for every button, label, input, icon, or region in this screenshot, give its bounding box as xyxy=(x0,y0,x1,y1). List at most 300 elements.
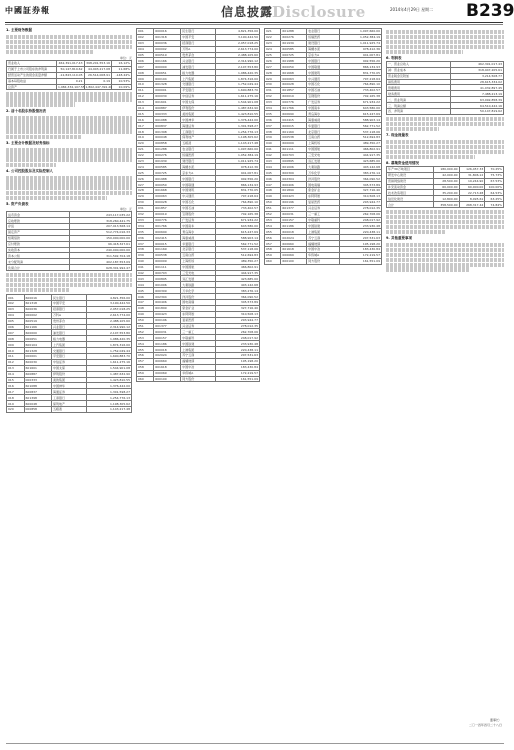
table-cell: 洋河股份 xyxy=(181,294,215,300)
table-cell: 中兴通讯 xyxy=(181,193,215,199)
table-cell: 027 xyxy=(265,64,281,70)
table-cell: 1,301,598.27 xyxy=(87,389,132,395)
table-cell: 600585 xyxy=(281,46,307,52)
table-cell: 866,134.93 xyxy=(215,182,259,188)
table-cell: 1,611,275.16 xyxy=(215,93,259,99)
table-cell: 017 xyxy=(7,389,25,395)
table-cell: 978,412.36 xyxy=(215,164,259,170)
table-cell: 045 xyxy=(265,170,281,176)
table-cell: 63,092,858.39 xyxy=(451,97,504,103)
table-cell: 462,391,017.43 xyxy=(451,61,504,67)
table-cell: 4,821,356.00 xyxy=(215,29,259,35)
table-cell: 1,874,316.00 xyxy=(215,76,259,82)
table-cell: 中信证券 xyxy=(52,359,87,365)
table-cell: 600015 xyxy=(281,123,307,129)
table-cell: 000725 xyxy=(281,52,307,58)
table-cell: 中国平安 xyxy=(181,34,215,40)
table-cell: 462,391,017.43 xyxy=(57,60,85,66)
table-cell: 26,514,008.91 xyxy=(84,72,112,78)
table-cell: 000776 xyxy=(154,217,181,223)
table-cell: 74.84% xyxy=(485,202,504,208)
table-cell: 云南白药 xyxy=(307,135,340,141)
table-cell: 42,000.00 xyxy=(433,172,459,178)
table-cell: 008 xyxy=(137,70,154,76)
table-cell: 合计 xyxy=(387,202,434,208)
table-cell: 601088 xyxy=(24,383,52,389)
table-cell: 000651 xyxy=(154,70,181,76)
table-cell: 600690 xyxy=(281,111,307,117)
table-cell: 600104 xyxy=(24,342,52,348)
table-cell: 财务费用 xyxy=(387,91,451,97)
table-cell: 贵州茅台 xyxy=(181,52,215,58)
table-cell: 营销网络建设 xyxy=(387,178,434,184)
header-rule-thin xyxy=(5,24,503,25)
table-cell: 512,694.83 xyxy=(339,135,381,141)
table-cell: 海螺水泥 xyxy=(181,164,215,170)
table-cell: 293,944.77 xyxy=(339,199,381,205)
table-cell: 三安光电 xyxy=(181,270,215,276)
table-cell: 040 xyxy=(137,258,154,264)
table-cell: 398,201,553.16 xyxy=(84,60,112,66)
table-cell: 601766 xyxy=(154,223,181,229)
table-cell: 44,903,217.08 xyxy=(84,66,112,72)
section-heading: 6. 利润表 xyxy=(386,55,402,60)
table-cell: 600703 xyxy=(154,270,181,276)
table-cell: 7,488,213.19 xyxy=(451,91,504,97)
table-cell: 三一重工 xyxy=(181,329,215,335)
signature-block xyxy=(469,718,502,727)
table-cell: 278,012.35 xyxy=(215,323,259,329)
table-cell: 058 xyxy=(137,364,154,370)
table-cell: 2,957,018.25 xyxy=(215,40,259,46)
table-cell: 702,165.38 xyxy=(339,93,381,99)
table-cell: 051 xyxy=(265,205,281,211)
column-3 xyxy=(264,28,382,742)
table-cell: 000538 xyxy=(154,252,181,258)
table-cell: 中国铁建 xyxy=(307,223,340,229)
table-cell: 600837 xyxy=(24,389,52,395)
table-cell: 220,438.11 xyxy=(215,347,259,353)
table-cell: 601288 xyxy=(281,29,307,35)
table-cell: 1,874,316.00 xyxy=(87,342,132,348)
table-cell: 四、净利润 xyxy=(387,108,451,114)
section-title-en: Disclosure xyxy=(272,3,366,21)
table-cell: 60,000.00 xyxy=(433,184,459,190)
table-cell: 1,423,810.55 xyxy=(87,377,132,383)
table-cell: 华侨城A xyxy=(307,252,340,258)
table-cell: 014 xyxy=(137,105,154,111)
table-cell: 042 xyxy=(265,152,281,158)
table-cell: 601398 xyxy=(154,129,181,135)
table-cell: 010 xyxy=(7,348,25,354)
table-cell: 工商银行 xyxy=(52,395,87,401)
table-cell: 建设银行 xyxy=(307,40,340,46)
table-cell: 047 xyxy=(137,299,154,305)
table-cell: 006 xyxy=(137,58,154,64)
income-statement-table xyxy=(386,61,504,115)
table-cell: 五粮液 xyxy=(52,406,87,412)
section-heading: 1. 主要财务数据 xyxy=(6,28,32,32)
table-cell: 601111 xyxy=(154,264,181,270)
table-cell: 28,615,334.02 xyxy=(451,79,504,85)
table-cell: 复星医药 xyxy=(307,199,340,205)
table-cell: 601328 xyxy=(24,348,52,354)
table-cell: 207,913,568.14 xyxy=(69,223,132,229)
table-cell: 10.53% xyxy=(112,78,132,84)
table-cell: 交通银行 xyxy=(181,82,215,88)
table-cell: 600100 xyxy=(154,376,181,382)
table-cell: 中国石油 xyxy=(307,87,340,93)
footer-rule xyxy=(6,743,504,744)
table-cell: 562,771.52 xyxy=(339,123,381,129)
table-cell: 327,716.40 xyxy=(215,305,259,311)
table-cell: 002415 xyxy=(154,235,181,241)
table-cell: 1,052,384.19 xyxy=(339,34,381,40)
table-cell: 005 xyxy=(137,52,154,58)
table-cell: 600009 xyxy=(154,258,181,264)
table-cell: 600019 xyxy=(154,211,181,217)
header-rule xyxy=(5,22,503,23)
table-cell: 恒瑞医药 xyxy=(181,152,215,158)
table-cell: 600309 xyxy=(281,170,307,176)
table-cell: 50,147,819.62 xyxy=(57,66,85,72)
section-heading: 7. 现金流量表 xyxy=(386,132,409,137)
table-cell: 050 xyxy=(265,199,281,205)
table-cell: 126,457.33 xyxy=(459,166,485,172)
table-cell: 600050 xyxy=(154,182,181,188)
table-cell: 042 xyxy=(137,270,154,276)
table-cell: 600104 xyxy=(154,76,181,82)
table-cell: 764,890.10 xyxy=(339,82,381,88)
table-cell: 上汽集团 xyxy=(181,76,215,82)
table-cell: 013 xyxy=(7,365,25,371)
table-cell: 三、利润总额 xyxy=(387,103,451,109)
table-cell: 600887 xyxy=(154,105,181,111)
table-cell: 2,488,105.60 xyxy=(215,52,259,58)
table-cell: 000069 xyxy=(154,370,181,376)
table-cell: 150,000,000.00 xyxy=(69,235,132,241)
table-cell: 600519 xyxy=(154,52,181,58)
table-cell: 总资产 xyxy=(7,84,57,90)
table-cell: 管理费用 xyxy=(387,85,451,91)
table-cell: 双汇发展 xyxy=(181,276,215,282)
table-cell: 紫金矿业 xyxy=(181,305,215,311)
table-cell: 034 xyxy=(265,105,281,111)
table-cell: 福耀玻璃 xyxy=(181,358,215,364)
table-cell: 东阿阿胶 xyxy=(181,311,215,317)
table-cell: 195,198.20 xyxy=(215,358,259,364)
table-cell: 1,752,049.44 xyxy=(215,82,259,88)
table-cell: 应付账款 xyxy=(7,241,70,247)
table-cell: 中国平安 xyxy=(52,300,87,306)
table-cell: 444,917.35 xyxy=(339,152,381,158)
table-cell: 600018 xyxy=(281,229,307,235)
table-row xyxy=(7,265,132,271)
table-cell: 172,219.57 xyxy=(215,370,259,376)
table-cell: 489,350.27 xyxy=(215,258,259,264)
table-cell: 1,011,925.74 xyxy=(339,40,381,46)
table-cell: 671,934.22 xyxy=(215,217,259,223)
table-cell: 兴业证券 xyxy=(307,205,340,211)
table-cell: 032 xyxy=(137,211,154,217)
table-cell: 资本公积 xyxy=(7,253,70,259)
table-cell: 600887 xyxy=(24,371,52,377)
table-cell: 047 xyxy=(265,182,281,188)
table-cell: 招商银行 xyxy=(52,306,87,312)
table-cell: 262,708.06 xyxy=(215,329,259,335)
table-cell: 059 xyxy=(137,370,154,376)
holdings-table-2 xyxy=(136,28,260,382)
table-cell: 600690 xyxy=(154,229,181,235)
table-cell: 046 xyxy=(137,294,154,300)
table-cell: 016 xyxy=(7,383,25,389)
table-cell: 039 xyxy=(137,252,154,258)
table-cell: 保利地产 xyxy=(181,135,215,141)
table-cell: 短期借款 xyxy=(7,235,70,241)
table-cell: 029 xyxy=(265,76,281,82)
table-cell: 贵州茅台 xyxy=(52,318,87,324)
table-cell: 000333 xyxy=(154,111,181,117)
table-cell: 601377 xyxy=(154,323,181,329)
table-cell: 053 xyxy=(265,217,281,223)
holdings-table-3 xyxy=(264,28,382,265)
table-cell: 600030 xyxy=(154,93,181,99)
table-cell: 600028 xyxy=(281,82,307,88)
table-cell: 040 xyxy=(265,140,281,146)
table-cell: 002024 xyxy=(154,352,181,358)
table-cell: 600100 xyxy=(281,258,307,264)
table-cell: 中国神华 xyxy=(181,117,215,123)
table-cell: 000157 xyxy=(281,217,307,223)
table-cell: 2,314,990.12 xyxy=(215,58,259,64)
table-cell: 12,800.00 xyxy=(433,196,459,202)
table-cell: 600036 xyxy=(24,306,52,312)
table-cell: 018 xyxy=(137,129,154,135)
table-cell: 1,143,217.48 xyxy=(87,406,132,412)
table-cell: 600028 xyxy=(154,199,181,205)
page-header xyxy=(0,0,514,22)
table-cell: 美的集团 xyxy=(52,377,87,383)
table-cell: 057 xyxy=(137,358,154,364)
table-cell: 562,771.52 xyxy=(215,241,259,247)
table-cell: 026 xyxy=(265,58,281,64)
table-cell: 上海机场 xyxy=(181,258,215,264)
table-row xyxy=(387,202,504,208)
table-cell: 1,986,420.35 xyxy=(87,336,132,342)
table-cell: 1,254,776.13 xyxy=(215,129,259,135)
table-cell: 022 xyxy=(137,152,154,158)
table-cell: 1,198,305.62 xyxy=(215,135,259,141)
table-cell: 复星医药 xyxy=(181,317,215,323)
section-heading: 3. 主要会计数据及财务指标 xyxy=(6,141,50,146)
table-cell: 1,254,776.13 xyxy=(87,395,132,401)
table-cell: 233,930.48 xyxy=(339,223,381,229)
table-cell: 403,142.68 xyxy=(339,164,381,170)
table-cell: 000423 xyxy=(281,193,307,199)
table-cell: 1,986,420.35 xyxy=(215,70,259,76)
table-cell: 000776 xyxy=(281,99,307,105)
table-cell: 000002 xyxy=(154,46,181,52)
table-cell: -12,843,110.05 xyxy=(57,72,85,78)
column-2 xyxy=(136,28,260,742)
table-cell: 平安银行 xyxy=(181,87,215,93)
table-cell: 中国建筑 xyxy=(181,188,215,194)
table-cell: 实收资本 xyxy=(7,247,70,253)
table-cell: 31,806.12 xyxy=(459,172,485,178)
table-cell: 兴业证券 xyxy=(181,323,215,329)
section-heading: 4. 公司控股股东及实际控制人 xyxy=(6,169,53,174)
table-cell: 036 xyxy=(265,117,281,123)
table-cell: 福耀玻璃 xyxy=(307,241,340,247)
table-cell: 051 xyxy=(137,323,154,329)
table-cell: 华夏银行 xyxy=(181,241,215,247)
table-cell: 016 xyxy=(137,117,154,123)
table-cell: 038 xyxy=(265,129,281,135)
table-cell: 019 xyxy=(137,135,154,141)
table-cell: 009 xyxy=(137,76,154,82)
table-cell: 233,930.48 xyxy=(215,341,259,347)
table-cell: 293,944.77 xyxy=(215,317,259,323)
table-cell: 民生银行 xyxy=(52,295,87,301)
table-cell: 027 xyxy=(137,182,154,188)
table-cell: 032 xyxy=(265,93,281,99)
table-cell: 销售费用 xyxy=(387,79,451,85)
list-item xyxy=(7,406,132,412)
table-cell: 京东方A xyxy=(307,52,340,58)
table-cell: 025 xyxy=(265,52,281,58)
table-cell: 2,107,553.80 xyxy=(87,330,132,336)
table-cell: 444,917.35 xyxy=(215,270,259,276)
table-cell: 902,556.20 xyxy=(215,176,259,182)
table-cell: 中国联通 xyxy=(307,64,340,70)
table-cell: 060 xyxy=(137,376,154,382)
table-cell: 美的集团 xyxy=(181,111,215,117)
table-cell: 中国南车 xyxy=(181,223,215,229)
table-cell: 220,438.11 xyxy=(339,229,381,235)
table-cell: 600050 xyxy=(281,64,307,70)
table-cell: 国电南瑞 xyxy=(307,182,340,188)
table-cell: 信息化建设 xyxy=(387,196,434,202)
table-cell: 054 xyxy=(265,223,281,229)
table-cell: 东阿阿胶 xyxy=(307,193,340,199)
table-cell: 中联重科 xyxy=(307,217,340,223)
table-cell: 1,611,275.16 xyxy=(87,359,132,365)
table-cell: 600276 xyxy=(281,34,307,40)
table-cell: 600009 xyxy=(281,140,307,146)
table-cell: 318,260,441.75 xyxy=(69,218,132,224)
table-cell: 028 xyxy=(137,188,154,194)
table-cell: 3,214,508.77 xyxy=(451,73,504,79)
table-cell: 601939 xyxy=(154,158,181,164)
table-cell: 207,531.63 xyxy=(215,352,259,358)
table-cell: 中国中冶 xyxy=(307,246,340,252)
table-cell: 中国太保 xyxy=(181,99,215,105)
table-cell: 应收账款 xyxy=(7,218,70,224)
table-cell: 512,694.83 xyxy=(215,252,259,258)
table-cell: 600406 xyxy=(281,182,307,188)
table-cell: 941,007.81 xyxy=(215,170,259,176)
table-cell: 000858 xyxy=(24,406,52,412)
table-cell: 011 xyxy=(137,87,154,93)
table-cell: 240,000,000.00 xyxy=(69,247,132,253)
table-cell: 023 xyxy=(265,40,281,46)
table-cell: 002304 xyxy=(281,176,307,182)
table-cell: 中国铁建 xyxy=(181,341,215,347)
table-cell: 262,708.06 xyxy=(339,211,381,217)
table-cell: 紫金矿业 xyxy=(307,188,340,194)
table-cell: 技术改造项目 xyxy=(387,190,434,196)
unit-label: 单位：元 xyxy=(119,207,132,212)
table-cell: 600000 xyxy=(24,330,52,336)
table-cell: 268,317.44 xyxy=(459,202,485,208)
table-cell: 中联重科 xyxy=(181,335,215,341)
table-cell: 601988 xyxy=(154,176,181,182)
table-cell: 70.25% xyxy=(485,166,504,172)
table-cell: 031 xyxy=(265,87,281,93)
table-cell: 041 xyxy=(265,146,281,152)
table-cell: 固定资产 xyxy=(7,229,70,235)
table-cell: 000063 xyxy=(281,76,307,82)
table-cell: 310,508.13 xyxy=(339,193,381,199)
table-cell: 3,190,442.50 xyxy=(215,34,259,40)
table-cell: 年产30万吨项目 xyxy=(387,166,434,172)
table-cell: 研发中心建设 xyxy=(387,172,434,178)
table-cell: 797,218.64 xyxy=(215,193,259,199)
table-cell: 601186 xyxy=(281,223,307,229)
table-cell: 600036 xyxy=(154,40,181,46)
table-cell: 345,573.89 xyxy=(215,299,259,305)
table-cell: 交通银行 xyxy=(52,348,87,354)
table-cell: 600196 xyxy=(281,199,307,205)
table-cell: 600015 xyxy=(154,241,181,247)
table-cell: 001 xyxy=(7,295,25,301)
table-cell: 50,147,819.62 xyxy=(451,108,504,114)
table-cell: 466,802.91 xyxy=(339,146,381,152)
table-cell: 41,032,897.45 xyxy=(451,85,504,91)
table-cell: 64.53% xyxy=(485,190,504,196)
table-cell: 1,097,660.00 xyxy=(339,29,381,35)
table-cell: 000895 xyxy=(154,276,181,282)
table-cell: 601328 xyxy=(154,82,181,88)
table-cell: 华侨城A xyxy=(181,370,215,376)
table-cell: 041 xyxy=(137,264,154,270)
table-cell: 512,774,016.33 xyxy=(69,229,132,235)
table-cell: 601939 xyxy=(281,40,307,46)
table-cell: 058 xyxy=(265,246,281,252)
table-cell: 伊利股份 xyxy=(52,371,87,377)
table-cell: 营业税金及附加 xyxy=(387,73,451,79)
masthead: 中國証券報 xyxy=(5,5,50,15)
table-cell: 同方股份 xyxy=(181,376,215,382)
table-cell: 1,984,332,107.55 xyxy=(58,84,85,89)
table-cell: 014 xyxy=(7,371,25,377)
table-cell: 056 xyxy=(265,235,281,241)
table-cell: 038 xyxy=(137,246,154,252)
table-cell: 1,544,901.08 xyxy=(87,365,132,371)
table-cell: 601169 xyxy=(281,129,307,135)
table-cell: 023 xyxy=(137,158,154,164)
table-cell: 三安光电 xyxy=(307,152,340,158)
table-cell: 浦发银行 xyxy=(181,64,215,70)
table-cell: 二、营业利润 xyxy=(387,97,451,103)
table-cell: 600019 xyxy=(281,93,307,99)
table-cell: 海康威视 xyxy=(307,117,340,123)
table-cell: 036 xyxy=(137,235,154,241)
table-cell: 764,890.10 xyxy=(215,199,259,205)
table-cell: 601668 xyxy=(281,70,307,76)
table-cell: 兴业银行 xyxy=(52,324,87,330)
table-cell: 049 xyxy=(265,193,281,199)
